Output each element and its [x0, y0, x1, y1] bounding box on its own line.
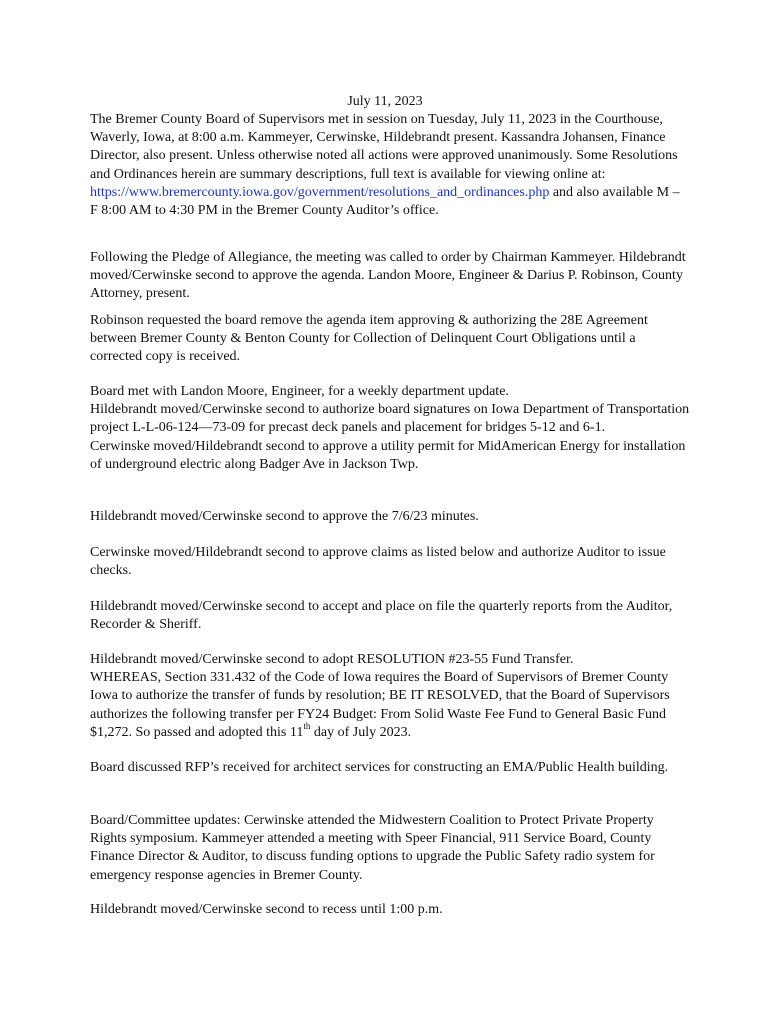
committee-updates-paragraph: Board/Committee updates: Cerwinske attended the Midwestern Coalition to Protect Private Property Rights symposium. Kammeyer attended a meeting with Speer Financial, 911 Service Board, County Finance Director & Auditor, to discuss funding options to upgrade the Public Safety radio system for emergency response agencies in Bremer County. — [90, 813, 655, 883]
agenda-removal-paragraph: Robinson requested the board remove the agenda item approving & authorizing the 28E Agreement between Bremer County & Benton County for Collection of Delinquent Court Obligations until a corrected copy is received. — [90, 313, 648, 365]
ordinal-suffix: th — [303, 721, 311, 732]
quarterly-reports-paragraph: Hildebrandt moved/Cerwinske second to accept and place on file the quarterly reports from the Auditor, Recorder & Sheriff. — [90, 599, 673, 633]
opening-paragraph — [90, 111, 690, 220]
engineer-update-line: Board met with Landon Moore, Engineer, for a weekly department update. — [90, 384, 509, 399]
rfp-discussion-paragraph: Board discussed RFP’s received for architect services for constructing an EMA/Public Health building. — [90, 760, 669, 775]
minutes-approval-paragraph: Hildebrandt moved/Cerwinske second to approve the 7/6/23 minutes. — [90, 509, 479, 524]
resolutions-ordinances-link[interactable]: https://www.bremercounty.iowa.gov/government/resolutions_and_ordinances.php — [90, 184, 550, 200]
pledge-paragraph: Following the Pledge of Allegiance, the meeting was called to order by Chairman Kammeyer. Hildebrandt moved/Cerwinske second to approve the agenda. Landon Moore, Engineer & Darius P. Robinson, County Attorney, present. — [90, 250, 686, 302]
meeting-date: July 11, 2023 — [347, 94, 423, 109]
utility-permit-motion: Cerwinske moved/Hildebrandt second to approve a utility permit for MidAmerican Energy for installation of underground electric along Badger Ave in Jackson Twp. — [90, 438, 686, 472]
recess-paragraph: Hildebrandt moved/Cerwinske second to recess until 1:00 p.m. — [90, 902, 443, 917]
opening-text-continued: and also available M – F 8:00 AM to 4:30 PM in the Bremer County Auditor’s office. — [90, 184, 680, 219]
engineer-update-section — [90, 383, 690, 474]
claims-approval-paragraph: Cerwinske moved/Hildebrandt second to approve claims as listed below and authorize Auditor to issue checks. — [90, 545, 666, 579]
resolution-section — [90, 651, 690, 742]
resolution-text: WHEREAS, Section 331.432 of the Code of Iowa requires the Board of Supervisors of Bremer County Iowa to authorize the transfer of funds by resolution; BE IT RESOLVED, that the Board of Supervisors authorizes the following transfer per FY24 Budget: From Solid Waste Fee Fund to General Basic Fund $1,272. So passed and adopted this 11th day of July 2023. — [90, 670, 670, 740]
opening-text: The Bremer County Board of Supervisors met in session on Tuesday, July 11, 2023 in the Courthouse, Waverly, Iowa, at 8:00 a.m. Kammeyer, Cerwinske, Hildebrandt present. Kassandra Johansen, Finance Director, also present. Unless otherwise noted all actions were approved unanimously. Some Resolutions and Ordinances herein are summary descriptions, full text is available for viewing online at: — [90, 112, 678, 182]
resolution-motion: Hildebrandt moved/Cerwinske second to adopt RESOLUTION #23-55 Fund Transfer. — [90, 652, 574, 667]
dot-project-motion: Hildebrandt moved/Cerwinske second to authorize board signatures on Iowa Department of Transportation project L-L-06-124—73-09 for precast deck panels and placement for bridges 5-12 and 6-1. — [90, 402, 690, 436]
